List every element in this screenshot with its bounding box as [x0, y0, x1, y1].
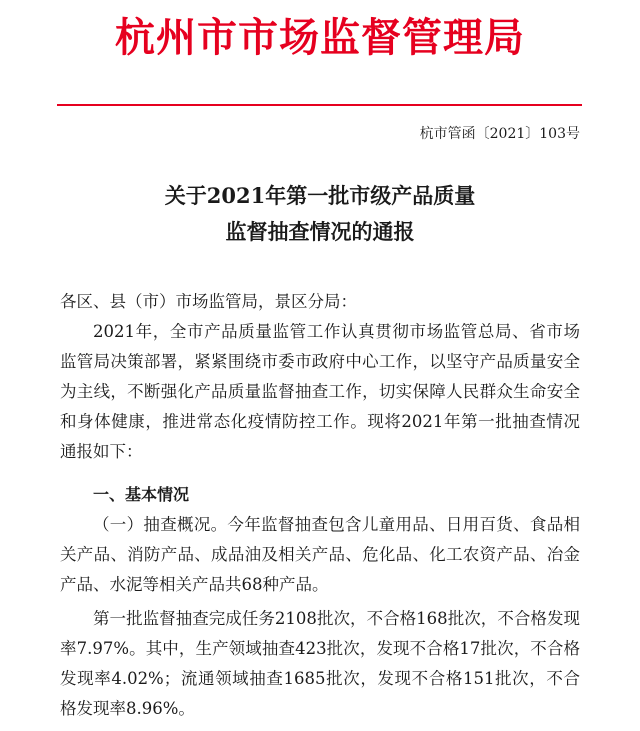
intro-paragraph: 2021年，全市产品质量监管工作认真贯彻市场监管总局、省市场监管局决策部署，紧紧围绕市委市政府中心工作，以坚守产品质量安全为主线，不断强化产品质量监督抽查工作，切实保障人民群众生命安全和身体健康，推进常态化疫情防控工作。现将2021年第一批抽查情况通报如下：	[60, 322, 580, 461]
salutation: 各区、县（市）市场监管局，景区分局：	[60, 292, 357, 311]
section-heading-basic-situation: 一、基本情况	[93, 485, 190, 504]
section-paragraph-statistics: 第一批监督抽查完成任务2108批次，不合格168批次，不合格发现率7.97%。其中，生产领域抽查423批次，发现不合格17批次，不合格发现率4.02%；流通领域抽查1685批次，发现不合格151批次，不合格发现率8.96%。	[60, 609, 580, 718]
document-title-line-1: 关于2021年第一批市级产品质量	[164, 183, 476, 208]
section-paragraph-overview: （一）抽查概况。今年监督抽查包含儿童用品、日用百货、食品相关产品、消防产品、成品油及相关产品、危化品、化工农资产品、冶金产品、水泥等相关产品共68种产品。	[60, 515, 580, 594]
agency-header: 杭州市市场监督管理局	[115, 14, 525, 61]
document-number: 杭市管函〔2021〕103号	[419, 126, 580, 142]
document-title-line-2: 监督抽查情况的通报	[225, 219, 415, 244]
header-divider	[57, 104, 582, 106]
